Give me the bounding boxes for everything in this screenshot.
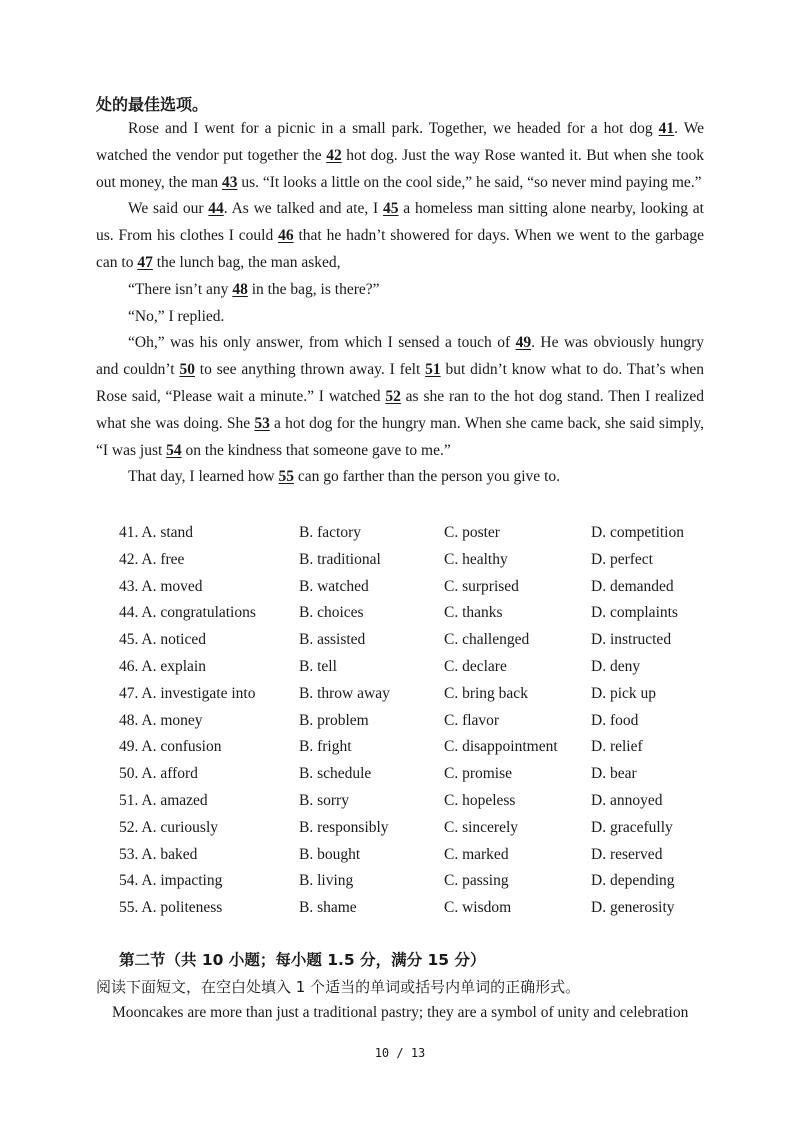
cloze-passage (96, 116, 704, 491)
passage-text: us. “It looks a little on the cool side,” he said, “so never mind paying me.” (237, 173, 702, 191)
passage-paragraph-4: “No,” I replied. (128, 307, 225, 325)
passage-text: That day, I learned how (128, 468, 279, 486)
option-d: D. depending (591, 872, 675, 890)
option-d: D. demanded (591, 577, 674, 595)
option-c: C. disappointment (444, 738, 558, 756)
mooncake-passage-line: Mooncakes are more than just a traditional pastry; they are a symbol of unity and celebration (112, 1004, 689, 1021)
option-c: C. thanks (444, 604, 503, 622)
blank-number: 55 (278, 468, 294, 486)
option-d: D. deny (591, 657, 641, 675)
option-c: C. flavor (444, 711, 500, 729)
blank-number: 54 (166, 441, 182, 459)
option-d: D. generosity (591, 899, 675, 917)
option-d: D. food (591, 711, 639, 729)
option-b: B. tell (299, 657, 337, 675)
passage-text: can go farther than the person you give to. (294, 468, 560, 486)
option-a: 43. A. moved (119, 577, 203, 595)
passage-text: that he hadn’t showered for days. When we went to the garbage can to (96, 227, 705, 271)
option-a: 44. A. congratulations (119, 604, 256, 622)
option-b: B. sorry (299, 791, 349, 809)
blank-number: 49 (515, 334, 532, 352)
passage-text: to see anything thrown away. I felt (194, 361, 426, 379)
blank-number: 51 (425, 361, 441, 379)
option-b: B. assisted (299, 631, 366, 649)
page-number: 10 / 13 (374, 1046, 426, 1060)
option-c: C. passing (444, 872, 509, 890)
blank-number: 42 (326, 146, 342, 164)
passage-text: a homeless man sitting alone nearby, looking at us. From his clothes I could (96, 200, 704, 245)
passage-paragraph-1 (96, 116, 704, 196)
option-row (119, 654, 719, 681)
section-2-title: 第二节（共 10 小题；每小题 1.5 分，满分 15 分） (119, 951, 486, 969)
option-b: B. bought (299, 845, 361, 863)
option-row (119, 842, 719, 869)
option-row (119, 815, 719, 842)
passage-text: on the kindness that someone gave to me.” (181, 441, 451, 459)
option-a: 48. A. money (119, 711, 203, 729)
passage-text: as she ran to the hot dog stand. Then I realized what she was doing. She (96, 387, 704, 432)
blank-number: 50 (179, 361, 195, 379)
option-d: D. relief (591, 738, 643, 756)
option-a: 52. A. curiously (119, 818, 219, 836)
option-b: B. problem (299, 711, 369, 729)
option-b: B. factory (299, 524, 361, 541)
option-b: B. choices (299, 604, 364, 622)
option-d: D. pick up (591, 684, 657, 702)
option-row (119, 547, 719, 574)
option-row (119, 734, 719, 761)
option-row (119, 600, 719, 627)
option-c: C. surprised (444, 577, 519, 595)
passage-paragraph-3 (96, 277, 704, 304)
option-d: D. gracefully (591, 818, 673, 836)
option-a: 55. A. politeness (119, 899, 223, 917)
option-b: B. living (299, 872, 354, 890)
option-a: 54. A. impacting (119, 872, 223, 890)
option-c: C. healthy (444, 550, 508, 568)
passage-paragraph-5 (96, 330, 704, 464)
section-heading-fragment: 处的最佳选项。 (96, 95, 209, 114)
option-a: 41. A. stand (119, 524, 194, 541)
option-c: C. wisdom (444, 899, 512, 917)
option-d: D. bear (591, 765, 637, 783)
option-b: B. throw away (299, 684, 390, 702)
option-row (119, 868, 719, 895)
passage-text: . As we talked and ate, I (223, 200, 383, 218)
option-row (119, 761, 719, 788)
answer-options-list (119, 520, 719, 922)
passage-text: . We watched the vendor put together the (96, 120, 704, 164)
section-2-instruction: 阅读下面短文，在空白处填入 1 个适当的单词或括号内单词的正确形式。 (96, 978, 581, 996)
option-row (119, 574, 719, 601)
option-row (119, 627, 719, 654)
blank-number: 46 (278, 227, 294, 245)
passage-text: in the bag, is there?” (247, 280, 380, 298)
option-c: C. declare (444, 657, 507, 675)
passage-text: the lunch bag, the man asked, (152, 253, 341, 271)
option-row (119, 788, 719, 815)
blank-number: 48 (232, 280, 248, 298)
option-row (119, 708, 719, 735)
blank-number: 53 (254, 414, 270, 432)
option-row (119, 520, 719, 547)
passage-text: “Oh,” was his only answer, from which I sensed a touch of (128, 334, 516, 352)
option-b: B. schedule (299, 765, 372, 783)
passage-text: a hot dog for the hungry man. When she came back, she said simply, “I was just (96, 414, 705, 459)
blank-number: 45 (383, 200, 399, 218)
option-d: D. complaints (591, 604, 678, 622)
passage-text: but didn’t know what to do. That’s when Rose said, “Please wait a minute.” I watched (96, 361, 704, 405)
option-d: D. competition (591, 524, 684, 541)
option-c: C. bring back (444, 684, 528, 702)
passage-text: We said our (128, 200, 209, 218)
passage-text: “There isn’t any (128, 280, 233, 298)
option-c: C. hopeless (444, 791, 516, 809)
option-d: D. annoyed (591, 791, 663, 809)
option-a: 53. A. baked (119, 845, 198, 863)
blank-number: 41 (658, 120, 675, 137)
option-a: 47. A. investigate into (119, 684, 256, 702)
blank-number: 52 (385, 387, 401, 405)
passage-text: Rose and I went for a picnic in a small park. Together, we headed for a hot dog (128, 120, 659, 137)
option-a: 49. A. confusion (119, 738, 222, 756)
option-c: C. poster (444, 524, 500, 541)
option-b: B. traditional (299, 550, 381, 568)
passage-paragraph-2 (96, 196, 704, 276)
option-row (119, 895, 719, 922)
option-row (119, 681, 719, 708)
option-b: B. watched (299, 577, 369, 595)
passage-text: . He was obviously hungry and couldn’t (96, 334, 704, 379)
option-d: D. perfect (591, 550, 653, 568)
option-b: B. shame (299, 899, 357, 917)
option-c: C. marked (444, 845, 509, 863)
option-c: C. challenged (444, 631, 530, 649)
blank-number: 44 (208, 200, 224, 218)
option-a: 45. A. noticed (119, 631, 206, 649)
passage-text: hot dog. Just the way Rose wanted it. But when she took out money, the man (96, 146, 704, 191)
blank-number: 47 (137, 253, 153, 271)
option-c: C. sincerely (444, 818, 519, 836)
passage-paragraph-6 (96, 464, 704, 491)
option-c: C. promise (444, 765, 513, 783)
option-a: 46. A. explain (119, 657, 206, 675)
option-a: 42. A. free (119, 550, 185, 568)
option-b: B. fright (299, 738, 352, 756)
option-d: D. instructed (591, 631, 672, 649)
option-d: D. reserved (591, 845, 663, 863)
option-a: 51. A. amazed (119, 791, 208, 809)
option-b: B. responsibly (299, 818, 389, 836)
blank-number: 43 (221, 173, 238, 191)
option-a: 50. A. afford (119, 765, 198, 783)
